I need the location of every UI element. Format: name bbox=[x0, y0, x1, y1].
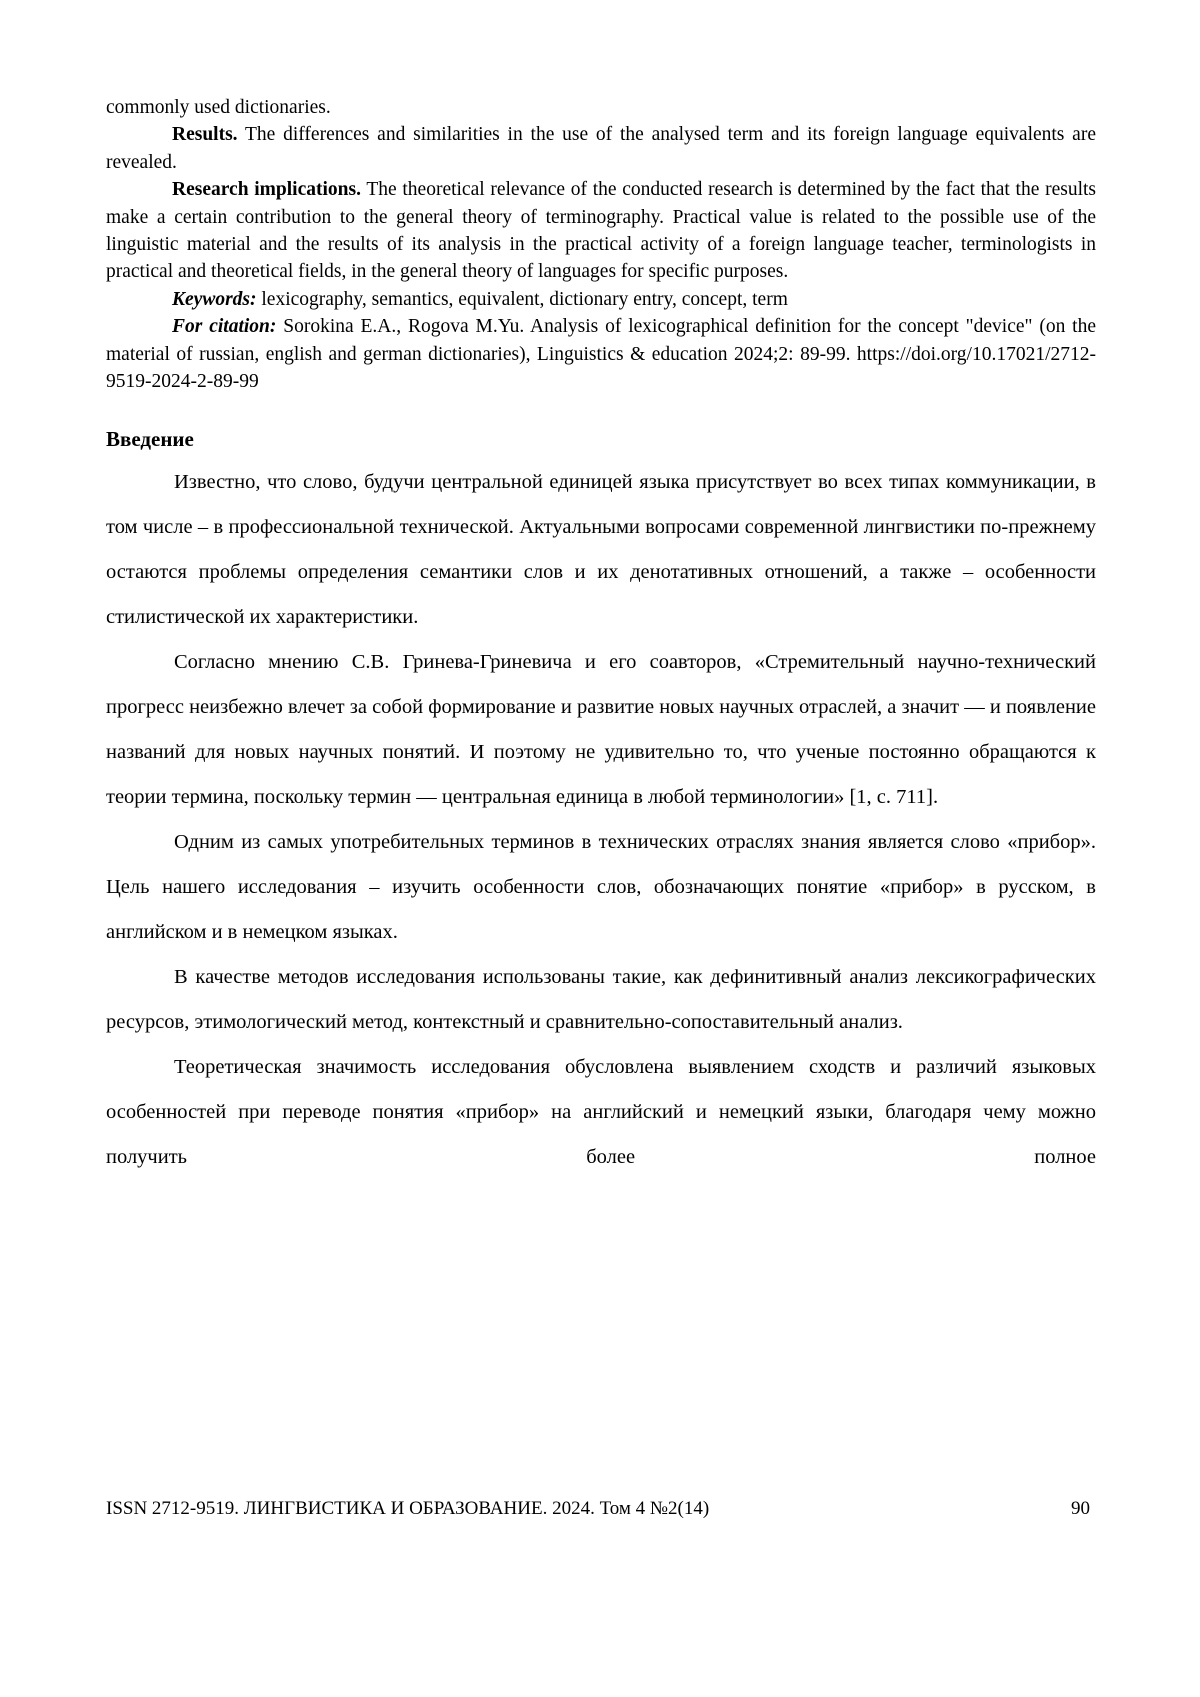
body-paragraph: Известно, что слово, будучи центральной единицей языка присутствует во всех типах коммуникации, в том числе – в профессиональной технической. Актуальными вопросами современной лингвистики по-прежнему остаются проблемы определения семантики слов и их денотативных отношений, а также – особенности стилистической их характеристики. bbox=[106, 471, 1096, 629]
abstract-continuation-line: commonly used dictionaries. bbox=[106, 97, 331, 118]
page-number: 90 bbox=[1071, 1498, 1090, 1519]
keywords-text: lexicography, semantics, equivalent, dictionary entry, concept, term bbox=[261, 288, 788, 310]
section-heading: Введение bbox=[106, 427, 194, 452]
keywords-paragraph bbox=[106, 286, 1096, 313]
keywords-label: Keywords: bbox=[172, 288, 257, 310]
research-implications-text: The theoretical relevance of the conducted research is determined by the fact that the results make a certain contribution to the general theory of terminography. Practical value is related to the possible use of the linguistic material and the results of its analysis in the practical activity of a foreign language teacher, terminologists in practical and theoretical fields, in the general theory of languages for specific purposes. bbox=[106, 179, 1096, 283]
body-paragraph: Одним из самых употребительных терминов в технических отраслях знания является слово «прибор». Цель нашего исследования – изучить особенности слов, обозначающих понятие «прибор» в русском, в английском и в немецком языках. bbox=[106, 831, 1096, 944]
page-footer bbox=[106, 1498, 1096, 1520]
citation-label: For citation: bbox=[172, 316, 277, 338]
abstract-block bbox=[106, 94, 1096, 395]
results-label: Results. bbox=[172, 124, 238, 146]
citation-paragraph bbox=[106, 313, 1096, 395]
citation-text: Sorokina E.A., Rogova M.Yu. Analysis of lexicographical definition for the concept "device" (on the material of russian, english and german dictionaries), Linguistics & education 2024;2: 89-99. https://doi.org/10.17021/2712-9519-2024-2-89-99 bbox=[106, 316, 1097, 393]
body-paragraph: Теоретическая значимость исследования обусловлена выявлением сходств и различий языковых особенностей при переводе понятия «прибор» на английский и немецкий языки, благодаря чему можно получить более полное bbox=[106, 1056, 1096, 1169]
body-paragraph: В качестве методов исследования использованы такие, как дефинитивный анализ лексикографических ресурсов, этимологический метод, контекстный и сравнительно-сопоставительный анализ. bbox=[106, 966, 1096, 1034]
body-paragraph: Согласно мнению С.В. Гринева-Гриневича и его соавторов, «Стремительный научно-технический прогресс неизбежно влечет за собой формирование и развитие новых научных отраслей, а значит — и появление названий для новых научных понятий. И поэтому не удивительно то, что ученые постоянно обращаются к теории термина, поскольку термин — центральная единица в любой терминологии» [1, с. 711]. bbox=[106, 651, 1096, 809]
research-implications-label: Research implications. bbox=[172, 179, 361, 201]
introduction-body bbox=[106, 460, 1096, 1180]
footer-issn-line: ISSN 2712-9519. ЛИНГВИСТИКА И ОБРАЗОВАНИЕ. 2024. Том 4 №2(14) bbox=[106, 1498, 710, 1519]
results-paragraph bbox=[106, 121, 1096, 176]
research-implications-paragraph bbox=[106, 176, 1096, 286]
results-text: The differences and similarities in the use of the analysed term and its foreign language equivalents are revealed. bbox=[106, 124, 1096, 173]
